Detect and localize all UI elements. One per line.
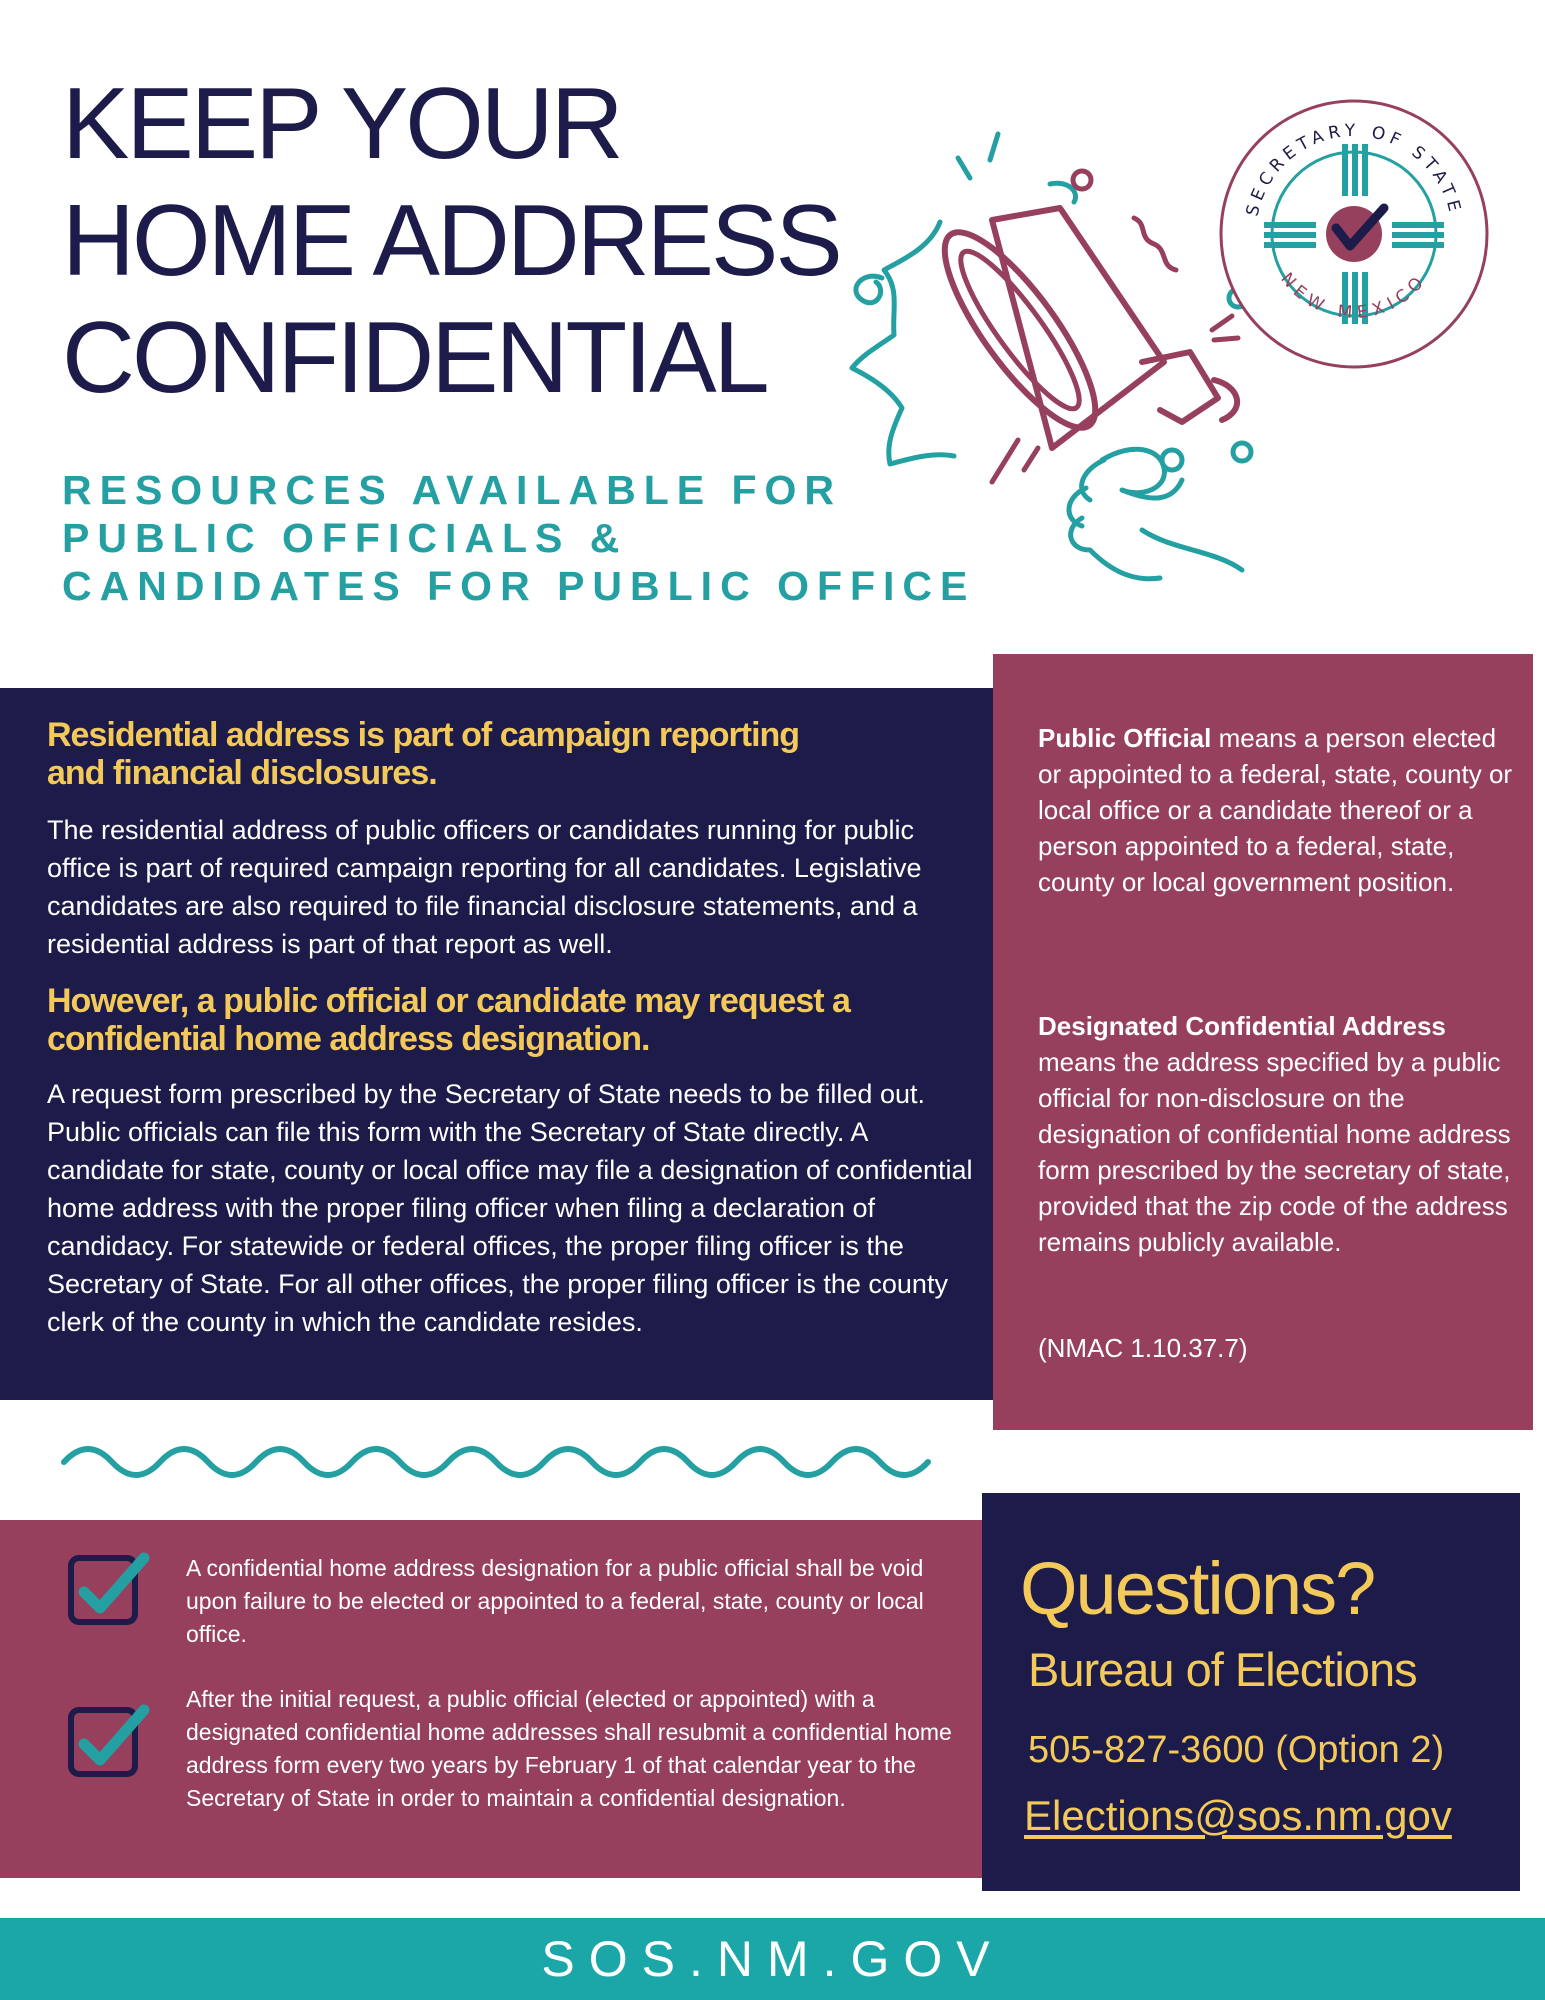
term-designated-address: Designated Confidential Address <box>1038 1011 1446 1041</box>
subtitle-line-1: RESOURCES AVAILABLE FOR <box>62 467 843 513</box>
definition-public-official: Public Official means a person elected or appointed to a federal, state, county or local office or a candidate thereof or a person appointed to a federal, state, county or local government position. <box>1038 723 1513 897</box>
logo-top-text: SECRETARY OF STATE <box>1242 120 1466 219</box>
checklist-item-2: After the initial request, a public official (elected or appointed) with a designated confidential home addresses shall resubmit a confidential home address form every two years by February 1 of that calendar year to the Secretary of State in order to maintain a confidential designation. <box>186 1686 952 1811</box>
checkbox-checked-icon <box>66 1550 150 1628</box>
title-line-1: KEEP YOUR <box>62 68 621 180</box>
checkbox-checked-icon <box>66 1702 150 1780</box>
heading-campaign-reporting: Residential address is part of campaign reporting and financial disclosures. <box>47 716 800 792</box>
contact-title: Questions? <box>1020 1547 1375 1630</box>
footer-bar <box>0 1918 1545 2000</box>
title-line-2: HOME ADDRESS <box>62 185 840 297</box>
contact-phone[interactable]: 505-827-3600 (Option 2) <box>1028 1729 1445 1771</box>
secretary-of-state-logo <box>1216 96 1493 373</box>
logo-bottom-text: NEW MEXICO <box>1276 269 1432 324</box>
contact-panel <box>982 1493 1520 1891</box>
page-title <box>62 66 882 417</box>
contact-department: Bureau of Elections <box>1028 1643 1417 1696</box>
term-public-official: Public Official <box>1038 723 1212 753</box>
subtitle-line-3: CANDIDATES FOR PUBLIC OFFICE <box>62 563 976 609</box>
subtitle-line-2: PUBLIC OFFICIALS & <box>62 515 628 561</box>
citation: (NMAC 1.10.37.7) <box>1038 1333 1248 1363</box>
wave-divider <box>60 1432 936 1482</box>
heading-confidential-request: However, a public official or candidate may request a confidential home address designation. <box>47 982 850 1058</box>
footer-website-link[interactable]: SOS.NM.GOV <box>541 1931 1004 1987</box>
paragraph-request-form: A request form prescribed by the Secretary of State needs to be filled out. Public officials can file this form with the Secretary of State directly. A candidate for state, county or local office may file a designation of confidential home address with the proper filing officer when filing a declaration of candidacy. For statewide or federal offices, the proper filing officer is the Secretary of State. For all other offices, the proper filing officer is the county clerk of the county in which the candidate resides. <box>47 1079 973 1337</box>
paragraph-campaign-reporting: The residential address of public officers or candidates running for public office is part of required campaign reporting for all candidates. Legislative candidates are also required to file financial disclosure statements, and a residential address is part of that report as well. <box>47 815 922 959</box>
contact-email-link[interactable]: Elections@sos.nm.gov <box>1024 1792 1452 1839</box>
checklist-item-1: A confidential home address designation for a public official shall be void upon failure to be elected or appointed to a federal, state, county or local office. <box>186 1555 924 1647</box>
definition-designated-address: Designated Confidential Address means the address specified by a public official for non-disclosure on the designation of confidential home address form prescribed by the secretary of state, provided that the zip code of the address remains publicly available. <box>1038 1011 1511 1257</box>
title-line-3: CONFIDENTIAL <box>62 302 767 414</box>
